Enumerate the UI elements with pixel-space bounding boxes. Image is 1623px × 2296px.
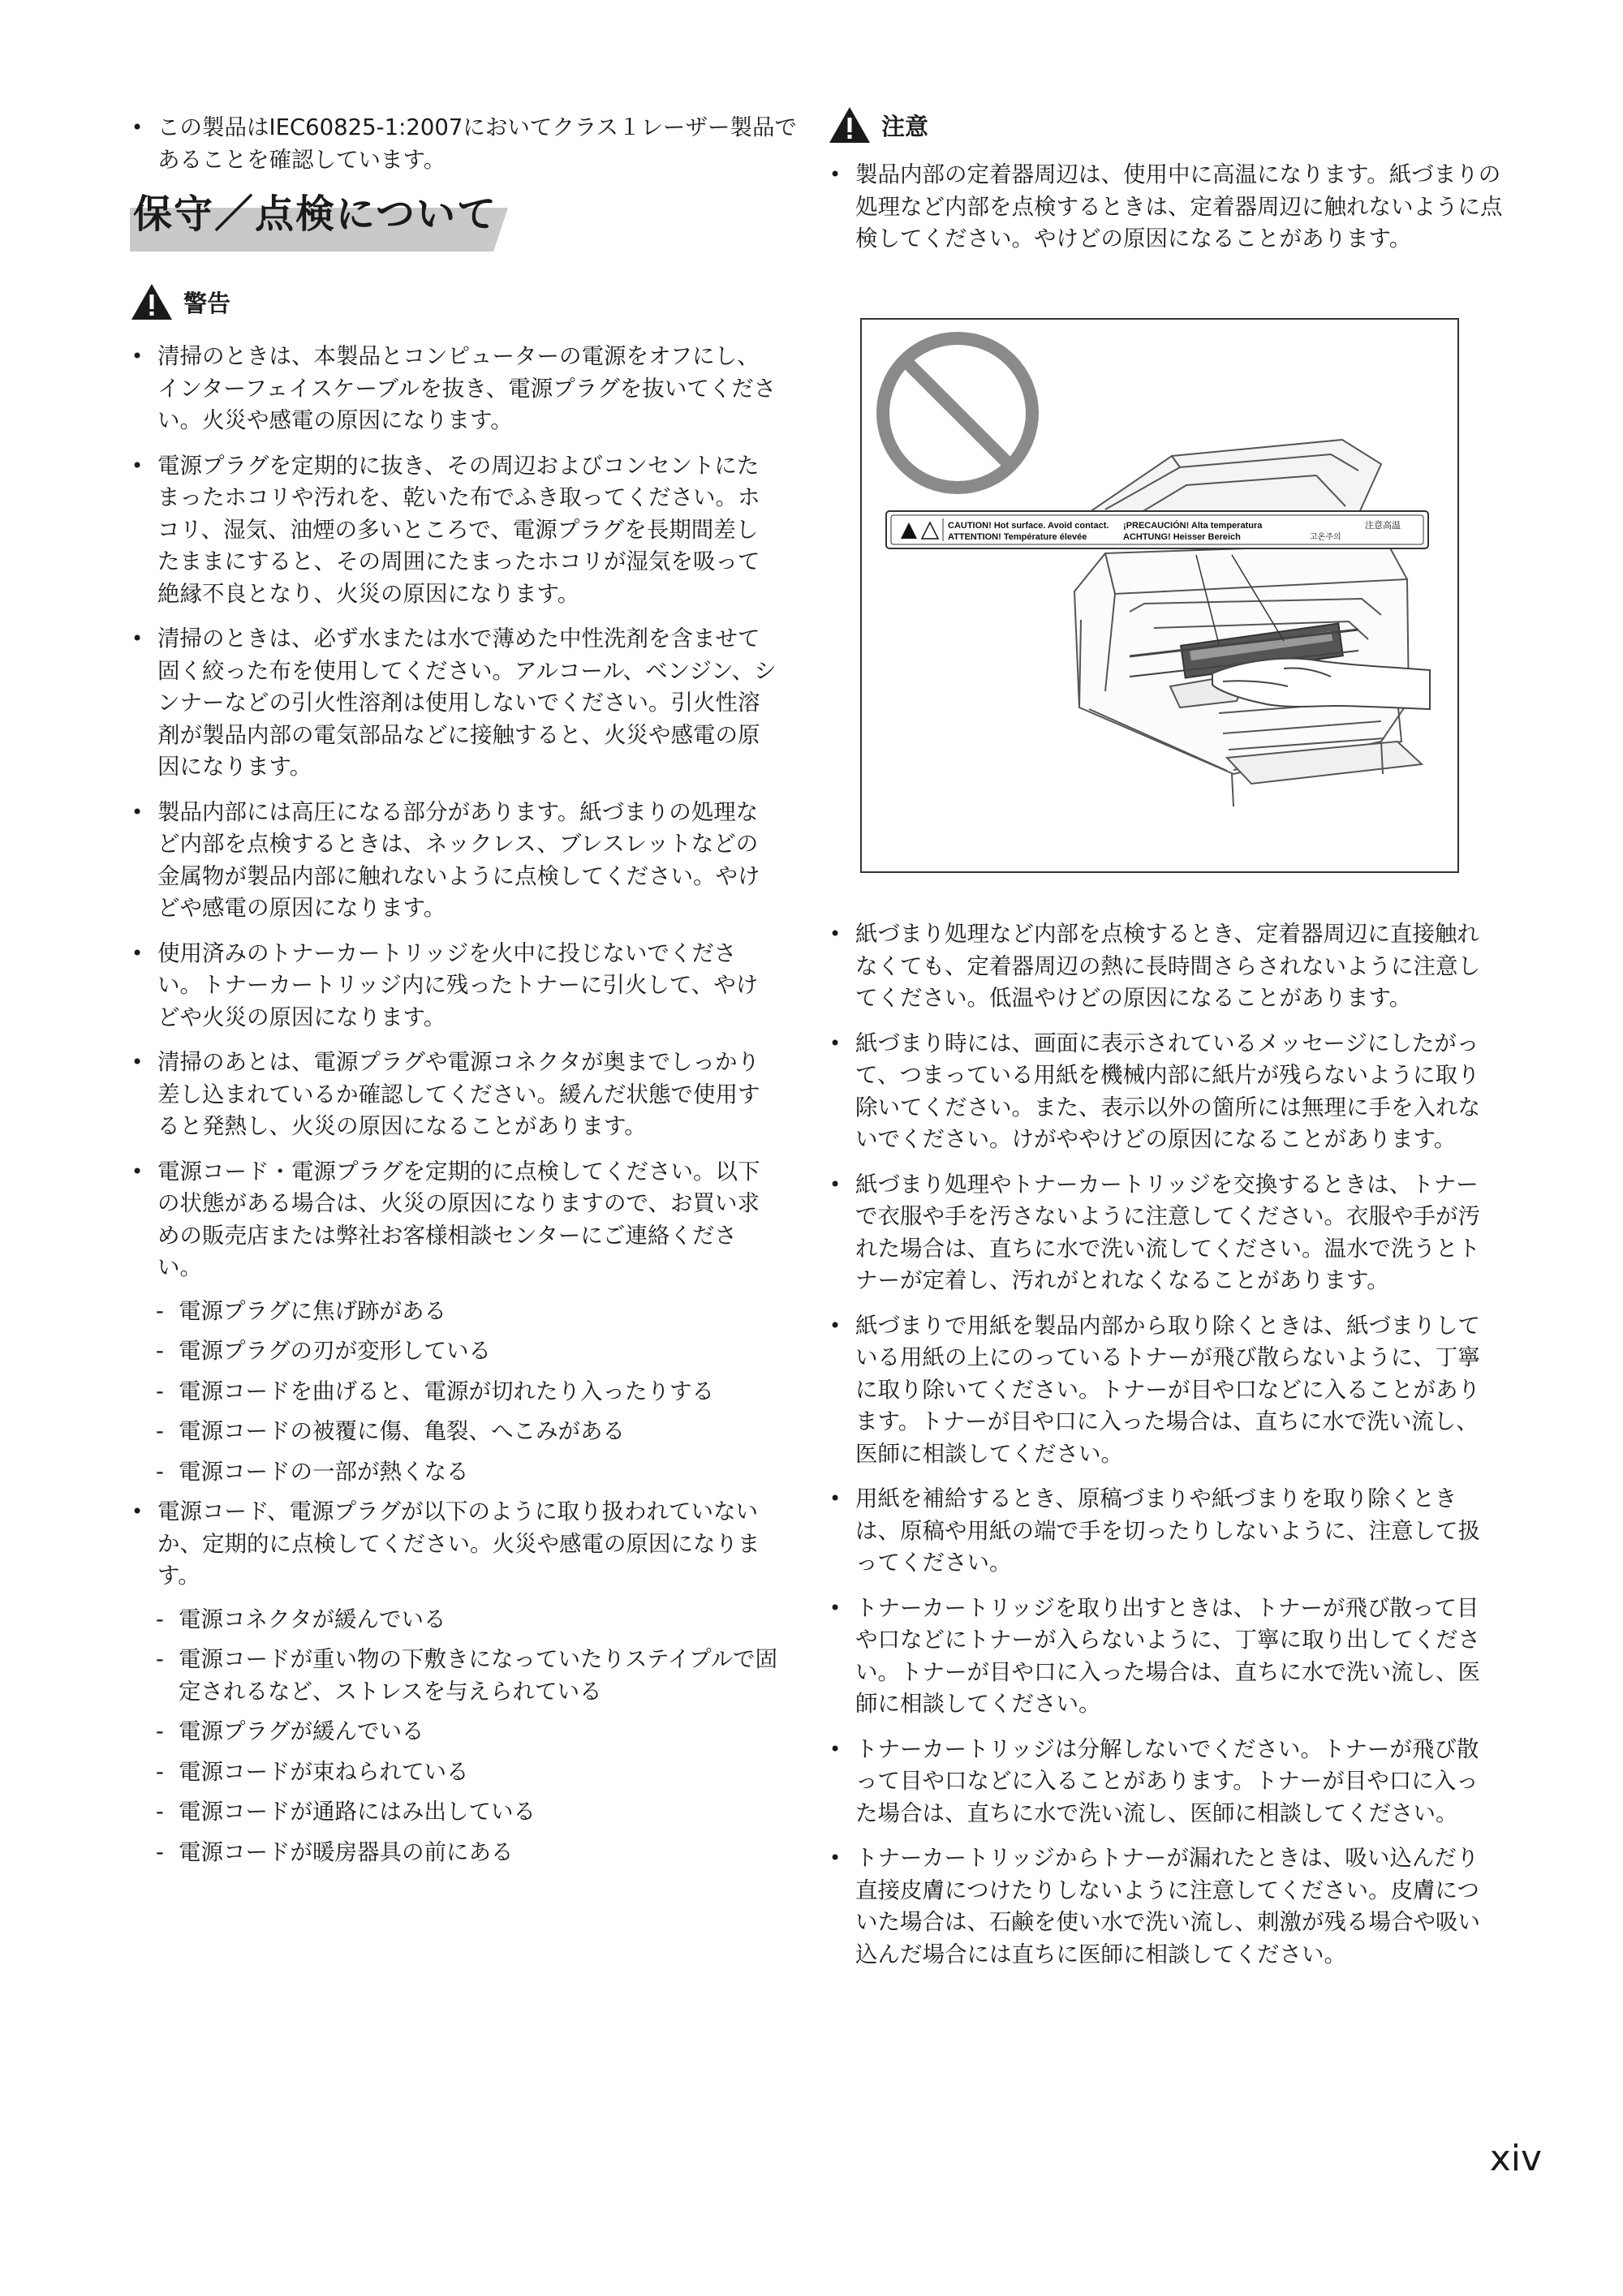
warning-label-text: 警告 — [183, 289, 231, 317]
condition-item: - 電源コネクタが緩んでいる — [130, 1604, 779, 1636]
warning-item: • 電源コード・電源プラグを定期的に点検してください。以下の状態がある場合は、火災の原因になりますので、お買い求めの販売店または弊社お客様相談センターにご連絡ください。 — [130, 1156, 779, 1284]
warning-list — [130, 341, 779, 1877]
warning-item: • 清掃のときは、本製品とコンピューターの電源をオフにし、インターフェイスケーブルを抜き、電源プラグを抜いてください。火災や感電の原因になります。 — [130, 341, 779, 437]
laser-class-note: • この製品はIEC60825-1:2007においてクラス１レーザー製品であることを確認しています。 — [130, 112, 807, 176]
condition-item: - 電源プラグに焦げ跡がある — [130, 1296, 779, 1328]
sticker-kr-text: 고온주의 — [1310, 533, 1341, 542]
printer-illustration — [862, 320, 1457, 871]
sticker-achtung-text: ACHTUNG! Heisser Bereich — [1123, 532, 1241, 542]
caution-label-text: 注意 — [881, 112, 929, 140]
fuser-warning-illustration — [860, 318, 1459, 873]
caution-item: • 製品内部の定着器周辺は、使用中に高温になります。紙づまりの処理など内部を点検するときは、定着器周辺に触れないように点検してください。やけどの原因になることがあります。 — [828, 159, 1511, 256]
sticker-attention-text: ATTENTION! Température élevée — [948, 532, 1087, 542]
condition-item: - 電源コードの被覆に傷、亀裂、へこみがある — [130, 1416, 779, 1448]
caution-item: • トナーカートリッジからトナーが漏れたときは、吸い込んだり直接皮膚につけたりしないように注意してください。皮膚についた場合は、石鹸を使い水で洗い流し、刺激が残る場合や吸い込んだ場合には直ちに医師に相談してください。 — [828, 1842, 1483, 1971]
warning-item: • 電源プラグを定期的に抜き、その周辺およびコンセントにたまったホコリや汚れを、乾いた布でふき取ってください。ホコリ、湿気、油煙の多いところで、電源プラグを長期間差したままにすると、その周囲にたまったホコリが湿気を吸って絶縁不良となり、火災の原因になります。 — [130, 450, 779, 611]
sticker-precaucion-text: ¡PRECAUCIÓN! Alta temperatura — [1123, 521, 1263, 531]
caution-item: • 紙づまり時には、画面に表示されているメッセージにしたがって、つまっている用紙を機械内部に紙片が残らないように取り除いてください。また、表示以外の箇所には無理に手を入れないでください。けがややけどの原因になることがあります。 — [828, 1028, 1483, 1156]
condition-item: - 電源コードを曲げると、電源が切れたり入ったりする — [130, 1376, 779, 1408]
hot-surface-caution-sticker — [886, 511, 1428, 548]
warning-item: • 清掃のときは、必ず水または水で薄めた中性洗剤を含ませて固く絞った布を使用してください。アルコール、ベンジン、シンナーなどの引火性溶剤は使用しないでください。引火性溶剤が製品内部の電気部品などに接触すると、火災や感電の原因になります。 — [130, 623, 779, 784]
warning-item: • 清掃のあとは、電源プラグや電源コネクタが奥までしっかり差し込まれているか確認してください。緩んだ状態で使用すると発熱し、火災の原因になることがあります。 — [130, 1047, 779, 1143]
caution-item: • 紙づまり処理やトナーカートリッジを交換するときは、トナーで衣服や手を汚さないように注意してください。衣服や手が汚れた場合は、直ちに水で洗い流してください。温水で洗うとトナーが定着し、汚れがとれなくなることがあります。 — [828, 1169, 1483, 1297]
warning-item: • 電源コード、電源プラグが以下のように取り扱われていないか、定期的に点検してください。火災や感電の原因になります。 — [130, 1496, 779, 1593]
condition-item: - 電源コードが暖房器具の前にある — [130, 1837, 779, 1869]
sticker-caution-text: CAUTION! Hot surface. Avoid contact. — [948, 521, 1109, 531]
condition-item: - 電源コードが通路にはみ出している — [130, 1796, 779, 1829]
caution-item: • 紙づまりで用紙を製品内部から取り除くときは、紙づまりしている用紙の上にのっているトナーが飛び散らないように、丁寧に取り除いてください。トナーが目や口などに入ることがあります。トナーが目や口に入った場合は、直ちに水で洗い流し、医師に相談してください。 — [828, 1310, 1483, 1471]
warning-triangle-icon — [130, 282, 174, 321]
prohibition-icon — [883, 338, 1032, 488]
sticker-jp-text: 注意高温 — [1365, 520, 1401, 531]
condition-item: - 電源プラグが緩んでいる — [130, 1716, 779, 1748]
warning-label — [130, 282, 230, 321]
condition-item: - 電源コードの一部が熱くなる — [130, 1456, 779, 1489]
condition-item: - 電源コードが重い物の下敷きになっていたりステイプルで固定されるなど、ストレスを与えられている — [130, 1644, 779, 1708]
section-heading-block — [130, 188, 510, 240]
caution-label — [828, 105, 928, 144]
condition-item: - 電源プラグの刃が変形している — [130, 1335, 779, 1368]
caution-item: • トナーカートリッジを取り出すときは、トナーが飛び散って目や口などにトナーが入らないように、丁寧に取り出してください。トナーが目や口に入った場合は、直ちに水で洗い流し、医師に相談してください。 — [828, 1593, 1483, 1721]
warning-item: • 製品内部には高圧になる部分があります。紙づまりの処理など内部を点検するときは、ネックレス、ブレスレットなどの金属物が製品内部に触れないように点検してください。やけどや感電の原因になります。 — [130, 797, 779, 925]
caution-item: • トナーカートリッジは分解しないでください。トナーが飛び散って目や口などに入ることがあります。トナーが目や口に入った場合は、直ちに水で洗い流し、医師に相談してください。 — [828, 1734, 1483, 1830]
warning-item: • 使用済みのトナーカートリッジを火中に投じないでください。トナーカートリッジ内に残ったトナーに引火して、やけどや火災の原因になります。 — [130, 938, 779, 1034]
page-number: xiv — [1489, 2138, 1542, 2179]
condition-item: - 電源コードが束ねられている — [130, 1756, 779, 1789]
caution-triangle-icon — [828, 105, 872, 144]
caution-item: • 紙づまり処理など内部を点検するとき、定着器周辺に直接触れなくても、定着器周辺の熱に長時間さらされないように注意してください。低温やけどの原因になることがあります。 — [828, 918, 1483, 1015]
section-heading: 保守／点検について — [133, 191, 498, 237]
caution-item: • 用紙を補給するとき、原稿づまりや紙づまりを取り除くときは、原稿や用紙の端で手を切ったりしないように、注意して扱ってください。 — [828, 1483, 1483, 1580]
